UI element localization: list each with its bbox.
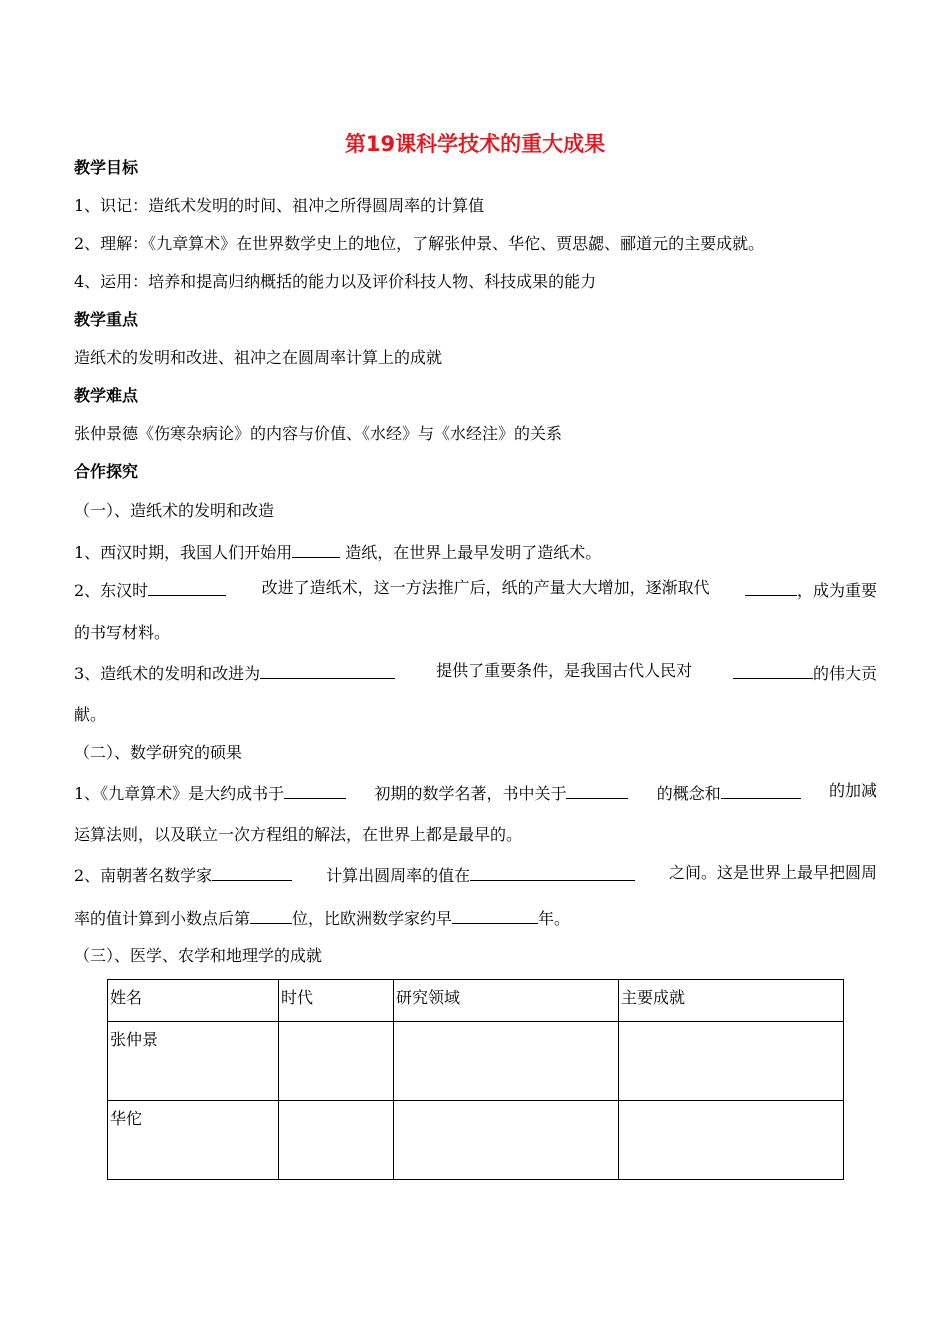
fill-blank[interactable] [721, 781, 801, 799]
p2q2-text-a: 2、南朝著名数学家 [74, 866, 213, 885]
q3-text-b: 提供了重要条件，是我国古代人民对 [436, 661, 693, 680]
fill-blank[interactable] [733, 661, 813, 679]
part1-question-1 [74, 540, 601, 563]
q3-text-d: 献。 [74, 705, 107, 724]
goal-item-2: 2、理解：《九章算术》在世界数学史上的地位，了解张仲景、华佗、贾思勰、郦道元的主要成就。 [74, 234, 765, 253]
key-heading: 教学重点 [74, 310, 139, 329]
table-cell[interactable] [279, 1022, 394, 1101]
header-cell-field: 研究领域 [394, 980, 619, 1022]
part2-question-2 [74, 863, 877, 886]
fill-blank[interactable] [470, 863, 635, 881]
p2q1-text-d: 的加减 [828, 781, 877, 800]
difficult-text: 张仲景德《伤寒杂病论》的内容与价值、《水经》与《水经注》的关系 [74, 424, 563, 443]
fill-blank[interactable] [148, 578, 226, 596]
q2-text-b: 改进了造纸术，这一方法推广后，纸的产量大大增加，逐渐取代 [261, 578, 710, 597]
fill-blank[interactable] [745, 578, 797, 596]
goal-item-1: 1、识记：造纸术发明的时间、祖冲之所得圆周率的计算值 [74, 196, 485, 215]
part1-heading: （一）、造纸术的发明和改造 [74, 501, 275, 520]
p2q2-text-b: 计算出圆周率的值在 [326, 866, 471, 885]
p2q2-text-c: 之间。这是世界上最早把圆周 [668, 863, 877, 882]
fill-blank[interactable] [566, 781, 628, 799]
difficult-heading: 教学难点 [74, 386, 139, 405]
part2-heading: （二）、数学研究的硕果 [74, 743, 243, 762]
p2q2-text-f: 年。 [538, 909, 571, 928]
table-cell[interactable] [394, 1101, 619, 1180]
part3-heading: （三）、医学、农学和地理学的成就 [74, 946, 323, 965]
fill-blank[interactable] [292, 540, 340, 558]
q2-text-c: ，成为重要 [796, 581, 877, 600]
q1-text-b: 造纸，在世界上最早发明了造纸术。 [340, 543, 602, 562]
fill-blank[interactable] [452, 906, 538, 924]
part2-question-1 [74, 781, 877, 804]
fill-blank[interactable] [212, 863, 292, 881]
q3-text-a: 3、造纸术的发明和改进为 [74, 664, 261, 683]
table-cell[interactable] [619, 1022, 844, 1101]
q3-text-c: 的伟大贡 [812, 664, 877, 683]
p2q2-text-d: 率的值计算到小数点后第 [74, 909, 251, 928]
part2-question-2-cont [74, 906, 570, 929]
table-cell[interactable] [394, 1022, 619, 1101]
key-text: 造纸术的发明和改进、祖冲之在圆周率计算上的成就 [74, 348, 443, 367]
p2q1-text-a: 1、《九章算术》是大约成书于 [74, 784, 285, 803]
header-cell-achievement: 主要成就 [619, 980, 844, 1022]
q2-text-a: 2、东汉时 [74, 581, 149, 600]
table-cell: 张仲景 [108, 1022, 279, 1101]
part1-question-3 [74, 661, 877, 684]
header-cell-name: 姓名 [108, 980, 279, 1022]
q2-text-d: 的书写材料。 [74, 623, 171, 642]
table-cell: 华佗 [108, 1101, 279, 1180]
table-cell[interactable] [619, 1101, 844, 1180]
p2q1-text-e: 运算法则，以及联立一次方程组的解法，在世界上都是最早的。 [74, 825, 523, 844]
header-cell-era: 时代 [279, 980, 394, 1022]
explore-heading: 合作探究 [74, 462, 139, 481]
q1-text-a: 1、西汉时期，我国人们开始用 [74, 543, 293, 562]
table-cell[interactable] [279, 1101, 394, 1180]
p2q1-text-c: 的概念和 [656, 784, 721, 803]
fill-blank[interactable] [260, 661, 395, 679]
p2q1-text-b: 初期的数学名著，书中关于 [374, 784, 567, 803]
page-title: 第19课科学技术的重大成果 [344, 132, 606, 156]
goals-heading: 教学目标 [74, 158, 139, 177]
table-row [108, 1022, 844, 1101]
table-row [108, 1101, 844, 1180]
fill-blank[interactable] [284, 781, 346, 799]
p2q2-text-e: 位，比欧洲数学家约早 [292, 909, 453, 928]
table-header-row [108, 980, 844, 1022]
goal-item-3: 4、运用：培养和提高归纳概括的能力以及评价科技人物、科技成果的能力 [74, 272, 597, 291]
part1-question-2 [74, 578, 877, 601]
fill-blank[interactable] [250, 906, 292, 924]
achievements-table [107, 979, 844, 1180]
